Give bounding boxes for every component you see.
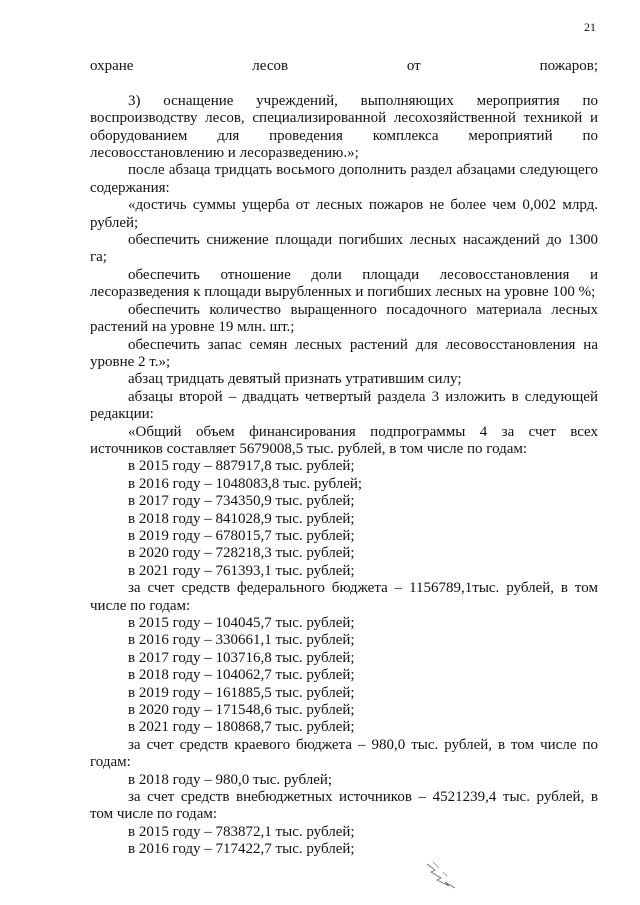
year-line-extrabudgetary: в 2016 году – 717422,7 тыс. рублей; — [128, 841, 355, 858]
pen-mark-scribble — [425, 860, 459, 890]
year-line-total: в 2020 году – 728218,3 тыс. рублей; — [128, 545, 355, 562]
paragraph-total-funding: «Общий объем финансирования подпрограммы 4 за счет всех источников составляет 5679008,5 тыс. рублей, в том числе по годам: — [90, 423, 598, 457]
paragraph-fire-damage-target: «достичь суммы ущерба от лесных пожаров не более чем 0,002 млрд. рублей; — [90, 197, 598, 231]
year-line-federal: в 2015 году – 104045,7 тыс. рублей; — [128, 615, 355, 631]
paragraph-equipment: 3) оснащение учреждений, выполняющих мероприятия по воспроизводству лесов, специализированной лесохозяйственной техникой и оборудованием для проведения комплекса мероприятий по лесовосстановлению и лесоразведению.»; — [90, 92, 598, 162]
paragraph-extrabudgetary-funding: за счет средств внебюджетных источников – 4521239,4 тыс. рублей, в том числе по годам: — [90, 789, 598, 823]
year-line-extrabudgetary: в 2015 году – 783872,1 тыс. рублей; — [128, 823, 355, 840]
year-line-total: в 2016 году – 1048083,8 тыс. рублей; — [128, 475, 363, 492]
year-line-total: в 2018 году – 841028,9 тыс. рублей; — [128, 510, 355, 527]
paragraph-dead-plantations-target: обеспечить снижение площади погибших лесных насаждений до 1300 га; — [90, 232, 598, 266]
year-line-total: в 2017 году – 734350,9 тыс. рублей; — [128, 493, 355, 510]
document-body — [90, 58, 598, 859]
year-line-federal: в 2016 году – 330661,1 тыс. рублей; — [128, 632, 355, 649]
year-line-federal: в 2020 году – 171548,6 тыс. рублей; — [128, 702, 355, 719]
paragraph-section3-revision: абзацы второй – двадцать четвертый раздела 3 изложить в следующей редакции: — [90, 388, 598, 423]
paragraph-regional-funding: за счет средств краевого бюджета – 980,0 тыс. рублей, в том числе по годам: — [90, 736, 598, 771]
year-line-total: в 2015 году – 887917,8 тыс. рублей; — [128, 458, 355, 475]
year-line-federal: в 2018 году – 104062,7 тыс. рублей; — [128, 667, 355, 684]
page-number: 21 — [584, 20, 596, 34]
paragraph-federal-funding: за счет средств федерального бюджета – 1156789,1тыс. рублей, в том числе по годам: — [90, 580, 598, 614]
paragraph-seed-stock-target: обеспечить запас семян лесных растений для лесовосстановления на уровне 2 т.»; — [90, 336, 598, 370]
paragraph-reforestation-ratio-target: обеспечить отношение доли площади лесовосстановления и лесоразведения к площади вырубленных и погибших лесных на уровне 100 %; — [90, 266, 598, 301]
year-line-federal: в 2017 году – 103716,8 тыс. рублей; — [128, 649, 355, 666]
year-line-regional: в 2018 году – 980,0 тыс. рублей; — [128, 771, 333, 788]
paragraph-addition-after-38: после абзаца тридцать восьмого дополнить раздел абзацами следующего содержания: — [90, 162, 598, 196]
paragraph-planting-material-target: обеспечить количество выращенного посадочного материала лесных растений на уровне 19 млн. шт.; — [90, 301, 598, 336]
paragraph-39-repealed: абзац тридцать девятый признать утратившим силу; — [128, 371, 462, 388]
year-line-federal: в 2019 году – 161885,5 тыс. рублей; — [128, 684, 355, 701]
year-line-federal: в 2021 году – 180868,7 тыс. рублей; — [128, 719, 355, 736]
paragraph-forest-fire-protection: охране лесов от пожаров; — [90, 58, 598, 74]
year-line-total: в 2019 году – 678015,7 тыс. рублей; — [128, 527, 355, 544]
year-line-total: в 2021 году – 761393,1 тыс. рублей; — [128, 562, 355, 579]
